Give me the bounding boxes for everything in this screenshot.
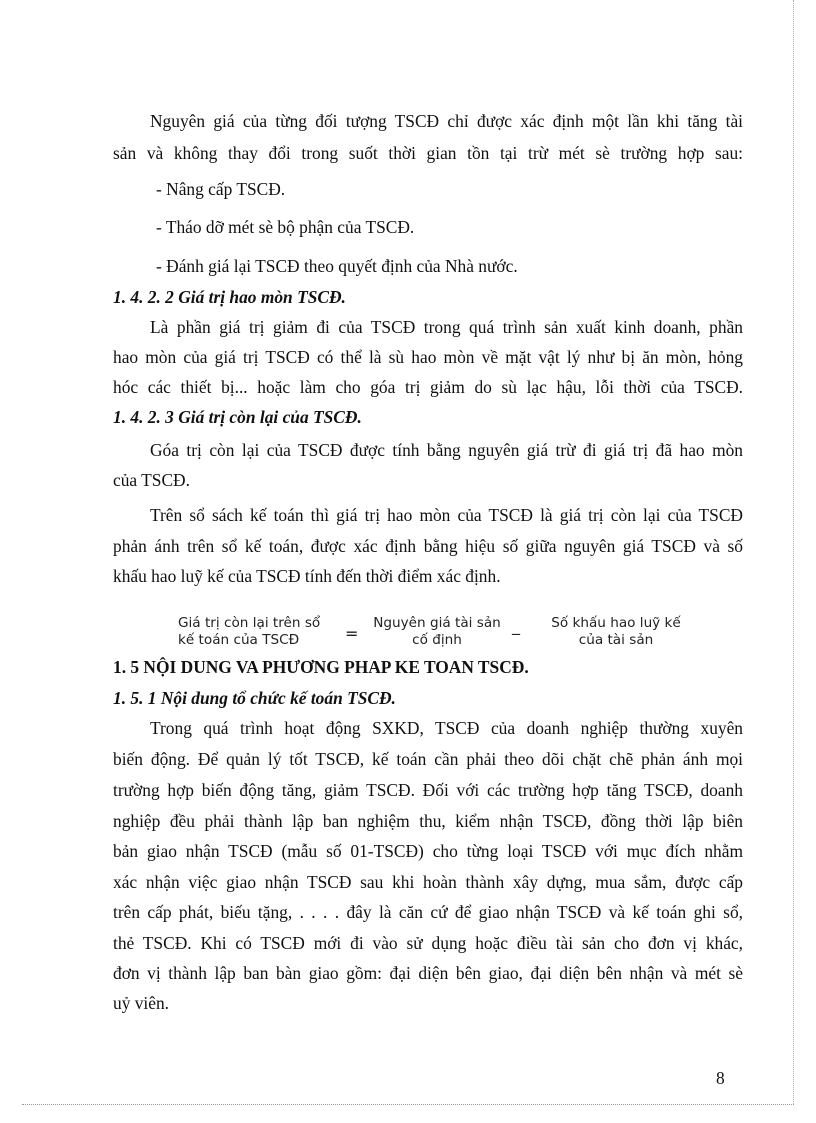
- formula-term-line: Nguyên giá tài sản: [373, 615, 501, 631]
- paragraph-line: của TSCĐ.: [113, 470, 190, 490]
- paragraph-line: trên cấp phát, biếu tặng, . . . . đây là căn cứ để giao nhận TSCĐ và kế toán ghi sổ,: [113, 902, 743, 922]
- formula-term-original-cost: [362, 615, 512, 649]
- formula-minus: _: [512, 616, 520, 635]
- paragraph-line: hóc các thiết bị... hoặc làm cho góa trị giảm do sù lạc hậu, lỗi thời của TSCĐ.: [113, 377, 743, 397]
- formula-term-line: Giá trị còn lại trên sổ: [178, 615, 321, 631]
- page-border-bottom: [22, 1104, 794, 1105]
- section-heading: 1. 4. 2. 3 Giá trị còn lại của TSCĐ.: [113, 407, 362, 427]
- page-number: 8: [716, 1068, 725, 1088]
- paragraph-line: Là phần giá trị giảm đi của TSCĐ trong quá trình sản xuất kinh doanh, phần: [150, 317, 743, 337]
- list-item: - Đánh giá lại TSCĐ theo quyết định của Nhà nước.: [156, 256, 518, 276]
- section-heading: 1. 5 NỘI DUNG VA PHƯƠNG PHAP KE TOAN TSCĐ.: [113, 657, 529, 677]
- section-heading: 1. 5. 1 Nội dung tổ chức kế toán TSCĐ.: [113, 688, 396, 708]
- paragraph-line: Nguyên giá của từng đối tượng TSCĐ chỉ được xác định một lần khi tăng tài: [150, 111, 743, 131]
- paragraph-line: xác nhận việc giao nhận TSCĐ sau khi hoàn thành xây dựng, mua sắm, được cấp: [113, 872, 743, 892]
- list-item: - Tháo dỡ mét sè bộ phận của TSCĐ.: [156, 217, 415, 237]
- paragraph-line: uỷ viên.: [113, 993, 170, 1013]
- paragraph-line: bản giao nhận TSCĐ (mẫu số 01-TSCĐ) cho từng loại TSCĐ với mục đích nhằm: [113, 841, 743, 861]
- paragraph-line: khấu hao luỹ kế của TSCĐ tính đến thời điểm xác định.: [113, 566, 501, 586]
- paragraph-line: đơn vị thành lập ban bàn giao gồm: đại diện bên giao, đại diện bên nhận và mét sè: [113, 963, 743, 983]
- formula-term-accumulated-depreciation: [536, 615, 696, 649]
- formula-term-line: cố định: [412, 632, 462, 648]
- page-border-right: [793, 0, 794, 1104]
- paragraph-line: sản và không thay đổi trong suốt thời gian tồn tại trừ mét sè trường hợp sau:: [113, 143, 743, 163]
- paragraph-line: Trên sổ sách kế toán thì giá trị hao mòn của TSCĐ là giá trị còn lại của TSCĐ: [150, 505, 743, 525]
- paragraph-line: biến động. Để quản lý tốt TSCĐ, kế toán cần phải theo dõi chặt chẽ phản ánh mọi: [113, 749, 743, 769]
- formula-equals: =: [345, 624, 359, 643]
- paragraph-line: phản ánh trên sổ kế toán, được xác định bằng hiệu số giữa nguyên giá TSCĐ và số: [113, 536, 743, 556]
- formula-term-line: kế toán của TSCĐ: [178, 632, 300, 648]
- formula-term-remaining-value: [178, 615, 358, 649]
- formula-term-line: Số khấu hao luỹ kế: [551, 615, 681, 631]
- paragraph-line: thẻ TSCĐ. Khi có TSCĐ mới đi vào sử dụng hoặc điều tài sản cho đơn vị khác,: [113, 933, 743, 953]
- formula-term-line: của tài sản: [578, 632, 654, 648]
- paragraph-line: trường hợp biến động tăng, giảm TSCĐ. Đối với các trường hợp tăng TSCĐ, doanh: [113, 780, 743, 800]
- section-heading: 1. 4. 2. 2 Giá trị hao mòn TSCĐ.: [113, 287, 346, 307]
- paragraph-line: Trong quá trình hoạt động SXKD, TSCĐ của doanh nghiệp thường xuyên: [150, 718, 743, 738]
- list-item: - Nâng cấp TSCĐ.: [156, 179, 286, 199]
- paragraph-line: nghiệp đều phải thành lập ban nghiệm thu, kiểm nhận TSCĐ, đồng thời lập biên: [113, 811, 743, 831]
- paragraph-line: Góa trị còn lại của TSCĐ được tính bằng nguyên giá trừ đi giá trị đã hao mòn: [150, 440, 743, 460]
- paragraph-line: hao mòn của giá trị TSCĐ có thể là sù hao mòn về mặt vật lý như bị ăn mòn, hỏng: [113, 347, 743, 367]
